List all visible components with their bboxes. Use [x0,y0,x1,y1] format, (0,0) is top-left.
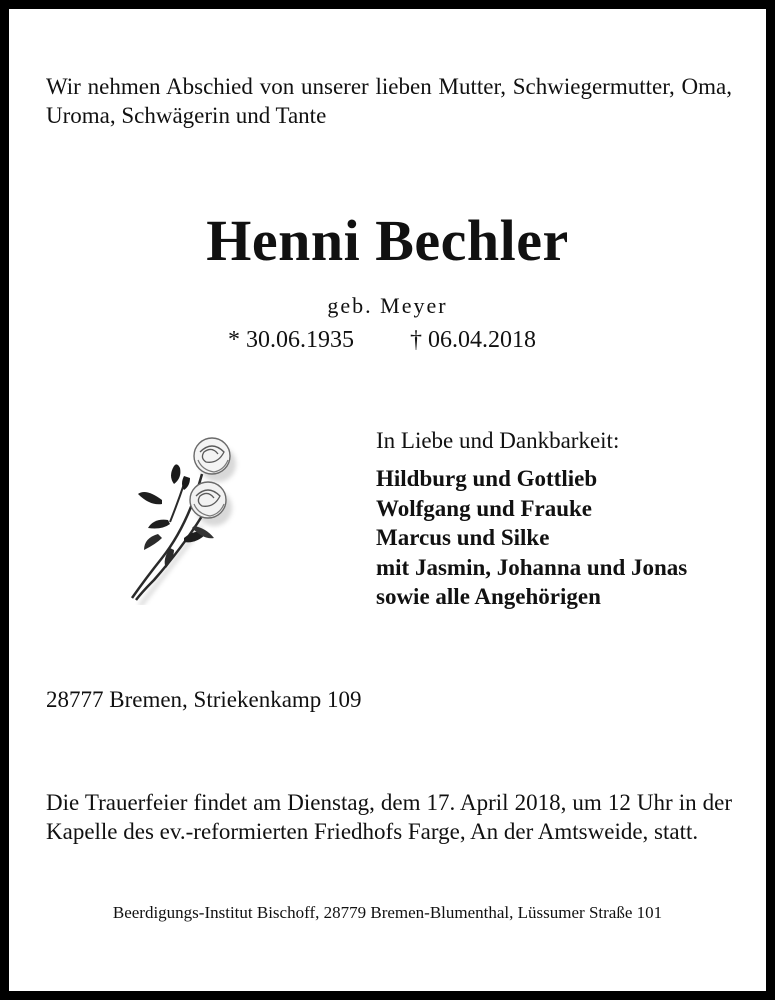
rose-icon [122,430,252,605]
mourner-line: mit Jasmin, Johanna und Jonas [376,554,688,580]
death-date: † 06.04.2018 [410,327,536,353]
birth-name: geb. Meyer [327,293,448,318]
family-address: 28777 Bremen, Striekenkamp 109 [46,687,362,712]
mourner-line: Marcus und Silke [376,525,550,550]
mourner-line: sowie alle Angehörigen [376,584,601,609]
ceremony-text: Die Trauerfeier findet am Dienstag, dem 17. April 2018, um 12 Uhr in der Kapelle des ev.-reformierten Friedhofs Farge, An der Amtsweide, statt. [46,790,732,844]
mourner-line: Hildburg und Gottlieb [376,466,598,491]
funeral-home-info: Beerdigungs-Institut Bischoff, 28779 Bremen-Blumenthal, Lüssumer Straße 101 [112,903,663,922]
birth-date: * 30.06.1935 [228,327,354,353]
life-dates [228,327,536,354]
mourners-lead: In Liebe und Dankbarkeit: [376,428,620,453]
mourner-line: Wolfgang und Frauke [376,495,592,521]
mourners-block [376,426,736,612]
deceased-name: Henni Bechler [206,208,569,273]
intro-text: Wir nehmen Abschied von unserer lieben Mutter, Schwiegermutter, Oma, Uroma, Schwägerin und Tante [46,74,732,128]
